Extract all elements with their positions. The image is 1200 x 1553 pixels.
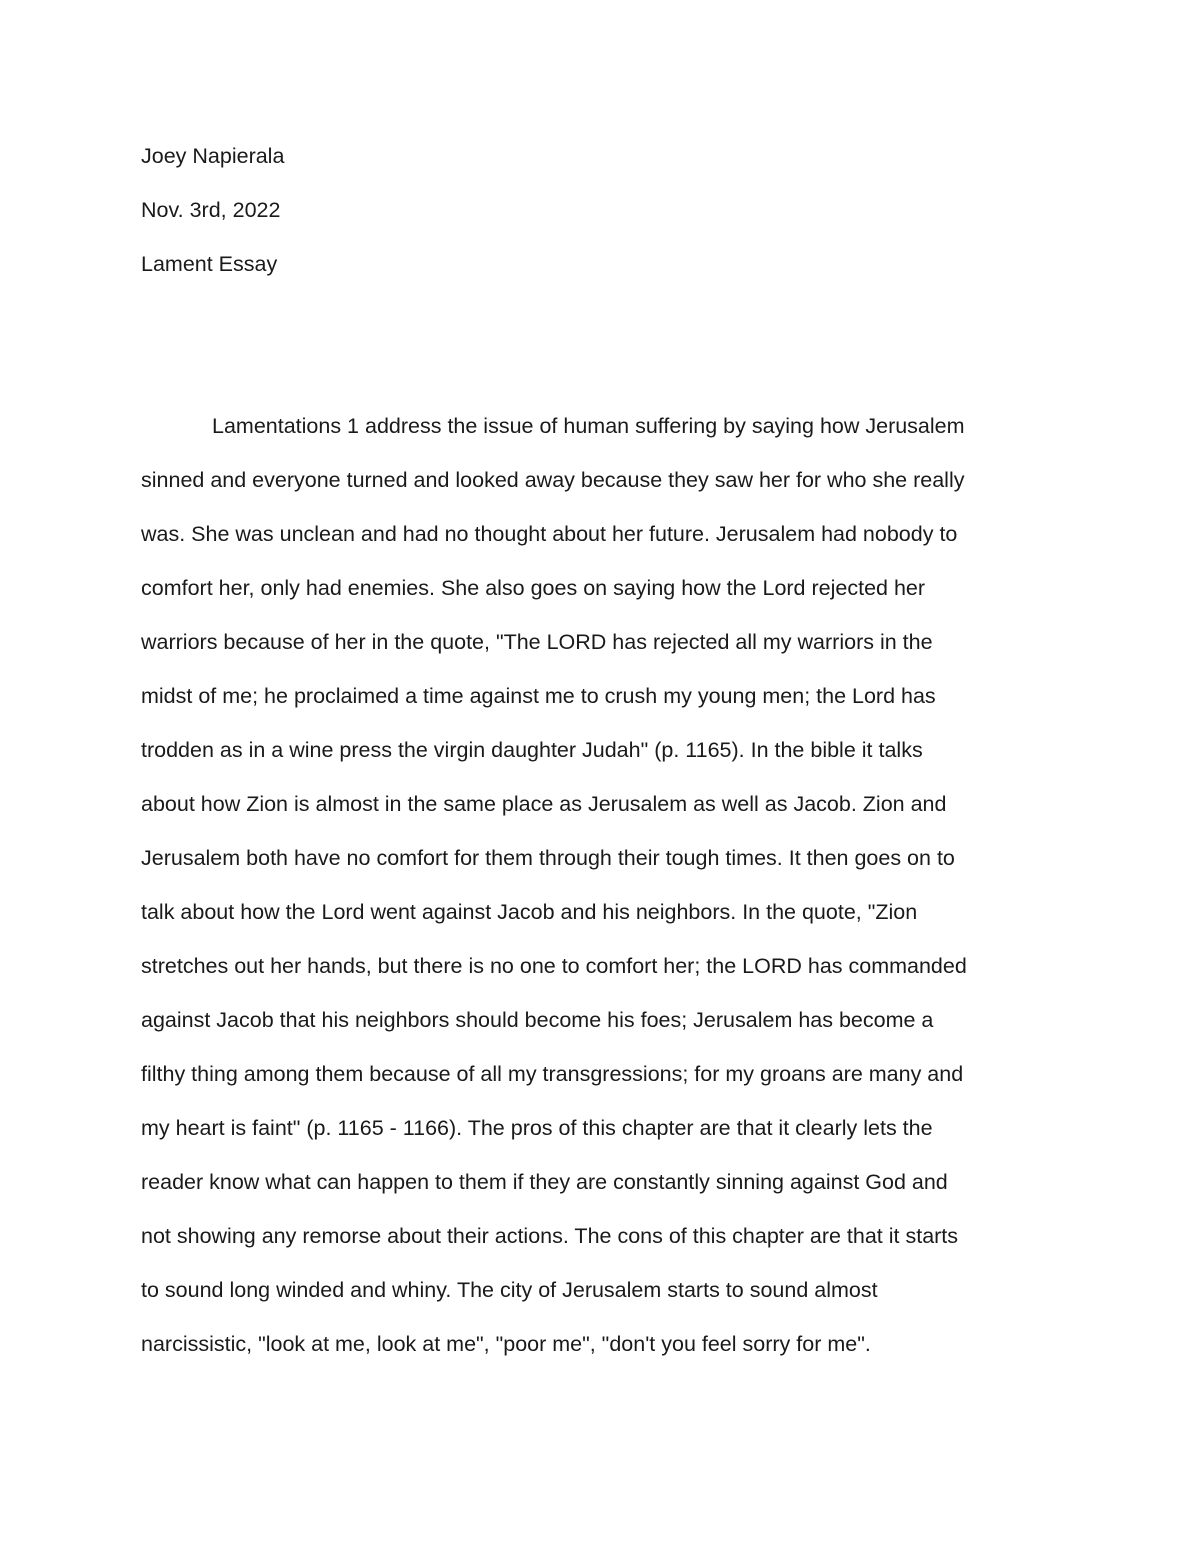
body-line: Jerusalem both have no comfort for them through their tough times. It then goes on to <box>141 846 955 870</box>
body-line: warriors because of her in the quote, "The LORD has rejected all my warriors in the <box>141 630 933 654</box>
body-line: stretches out her hands, but there is no one to comfort her; the LORD has commanded <box>141 954 967 978</box>
body-line: comfort her, only had enemies. She also goes on saying how the Lord rejected her <box>141 576 926 600</box>
body-line: sinned and everyone turned and looked away because they saw her for who she really <box>141 468 965 492</box>
body-line: against Jacob that his neighbors should become his foes; Jerusalem has become a <box>141 1008 934 1032</box>
body-line: my heart is faint" (p. 1165 - 1166). The pros of this chapter are that it clearly lets the <box>141 1116 933 1140</box>
body-line: talk about how the Lord went against Jacob and his neighbors. In the quote, "Zion <box>141 900 918 924</box>
essay-title: Lament Essay <box>141 252 278 276</box>
body-line: trodden as in a wine press the virgin daughter Judah" (p. 1165). In the bible it talks <box>141 738 923 762</box>
body-line: reader know what can happen to them if they are constantly sinning against God and <box>141 1170 948 1194</box>
body-line: narcissistic, "look at me, look at me", "poor me", "don't you feel sorry for me". <box>141 1332 871 1356</box>
body-line: not showing any remorse about their actions. The cons of this chapter are that it starts <box>141 1224 959 1248</box>
essay-date: Nov. 3rd, 2022 <box>141 198 281 222</box>
body-line: filthy thing among them because of all my transgressions; for my groans are many and <box>141 1062 964 1086</box>
body-line: to sound long winded and whiny. The city of Jerusalem starts to sound almost <box>141 1278 878 1302</box>
author-name: Joey Napierala <box>141 144 285 168</box>
body-line: was. She was unclean and had no thought about her future. Jerusalem had nobody to <box>141 522 958 546</box>
body-line: Lamentations 1 address the issue of human suffering by saying how Jerusalem <box>212 414 965 438</box>
body-line: midst of me; he proclaimed a time against me to crush my young men; the Lord has <box>141 684 936 708</box>
body-line: about how Zion is almost in the same place as Jerusalem as well as Jacob. Zion and <box>141 792 947 816</box>
